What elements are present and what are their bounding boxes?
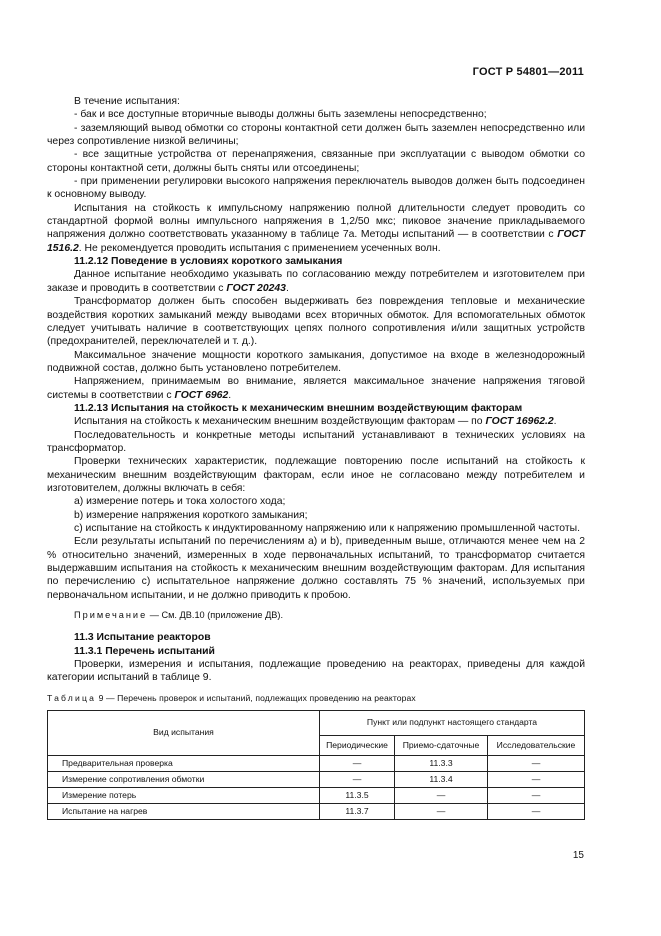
table-cell: Испытание на нагрев bbox=[48, 804, 320, 820]
list-item: b) измерение напряжения короткого замыкания; bbox=[74, 509, 308, 521]
table-caption: Таблица 9 — Перечень проверок и испытаний, подлежащих проведению на реакторах bbox=[47, 692, 416, 703]
table-cell: — bbox=[395, 788, 488, 804]
table-cell: — bbox=[320, 756, 395, 772]
table-cell: — bbox=[488, 756, 585, 772]
paragraph: Испытания на стойкость к механическим внешним воздействующим факторам — по ГОСТ 16962.2. bbox=[74, 416, 557, 428]
list-item: - бак и все доступные вторичные выводы должны быть заземлены непосредственно; bbox=[74, 109, 487, 121]
standard-reference: ГОСТ 20243 bbox=[226, 282, 286, 294]
table-row bbox=[48, 788, 585, 804]
paragraph: В течение испытания: bbox=[74, 96, 180, 107]
table-cell: Измерение сопротивления обмотки bbox=[48, 772, 320, 788]
list-item: - при применении регулировки высокого напряжения переключатель выводов должен быть подсоединен к основному выводу. bbox=[47, 176, 585, 201]
table-cell: Измерение потерь bbox=[48, 788, 320, 804]
section-heading: 11.2.13 Испытания на стойкость к механическим внешним воздействующим факторам bbox=[74, 402, 523, 414]
paragraph: Испытания на стойкость к импульсному напряжению полной длительности следует проводить со стандартной формой волны импульсного напряжения в 1,2/50 мкс; пиковое значение прикладываемого напряжения должно соответствовать указанному в таблице 7а. Методы испытаний — в соответствии с ГОСТ 1516.2. Не рекомендуется проводить испытания с применением усеченных волн. bbox=[47, 202, 585, 254]
table-cell: — bbox=[395, 804, 488, 820]
table-row bbox=[48, 772, 585, 788]
table-cell: 11.3.5 bbox=[320, 788, 395, 804]
table-caption-label: Таблица bbox=[47, 692, 97, 703]
paragraph: Последовательность и конкретные методы испытаний устанавливают в технических условиях на трансформатор. bbox=[47, 429, 585, 454]
note: Примечание — См. ДВ.10 (приложение ДВ). bbox=[74, 610, 284, 621]
table-row bbox=[48, 804, 585, 820]
tests-table bbox=[47, 710, 585, 820]
column-header: Периодические bbox=[320, 735, 395, 755]
table-cell: 11.3.3 bbox=[395, 756, 488, 772]
list-item: - заземляющий вывод обмотки со стороны контактной сети должен быть заземлен непосредственно или через сопротивление низкой величины; bbox=[47, 122, 585, 148]
standard-reference: ГОСТ 6962 bbox=[174, 389, 229, 401]
list-item: - все защитные устройства от перенапряжения, связанные при эксплуатации с выводом обмотки со стороны контактной сети, должны быть сняты или отсоединены; bbox=[47, 149, 585, 174]
section-heading: 11.2.12 Поведение в условиях короткого замыкания bbox=[74, 256, 343, 268]
paragraph: Напряжением, принимаемым во внимание, является максимальное значение напряжения тяговой системы в соответствии с ГОСТ 6962. bbox=[47, 376, 585, 401]
paragraph: Данное испытание необходимо указывать по согласованию между потребителем и изготовителем при заказе и проводить в соответствии с ГОСТ 20243. bbox=[47, 269, 585, 294]
document-header: ГОСТ Р 54801—2011 bbox=[472, 66, 584, 78]
section-heading: 11.3.1 Перечень испытаний bbox=[74, 645, 215, 657]
list-item: a) измерение потерь и тока холостого хода; bbox=[74, 496, 286, 508]
table-cell: 11.3.7 bbox=[320, 804, 395, 820]
table-cell: — bbox=[488, 804, 585, 820]
section-heading: 11.3 Испытание реакторов bbox=[74, 632, 211, 644]
paragraph: Проверки технических характеристик, подлежащие повторению после испытаний на стойкость к механическим внешним воздействующим факторам, если иное не согласовано между потребителем и изготовителем, должны включать в себя: bbox=[47, 456, 585, 494]
paragraph: Трансформатор должен быть способен выдерживать без повреждения тепловые и механические воздействия коротких замыканий между выводами всех вторичных обмоток. Для вспомогательных обмоток следует учитывать наличие в соответствующих цепях полного сопротивления и/или защитных устройств (предохранителей, переключателей и т. д.). bbox=[47, 296, 585, 348]
table-cell: — bbox=[488, 772, 585, 788]
table-cell: Предварительная проверка bbox=[48, 756, 320, 772]
table-cell: — bbox=[488, 788, 585, 804]
table-cell: 11.3.4 bbox=[395, 772, 488, 788]
paragraph: Если результаты испытаний по перечислениям a) и b), приведенным выше, отличаются менее чем на 2 % относительно значений, измеренных в ходе первоначальных испытаний, то трансформатор считается выдержавшим испытания на стойкость к механическим внешним воздействующим факторам. Для испытания по перечислению c) испытательное напряжение должно составлять 75 % значений, используемых при первоначальном испытании, и не должно приводить к пробою. bbox=[47, 536, 585, 601]
document-body bbox=[47, 95, 585, 820]
list-item: c) испытание на стойкость к индуктированному напряжению или к напряжению промышленной частоты. bbox=[74, 523, 580, 534]
standard-reference: ГОСТ 16962.2 bbox=[485, 416, 554, 428]
page-number: 15 bbox=[572, 850, 584, 861]
column-header-test-type: Вид испытания bbox=[48, 711, 320, 756]
paragraph: Максимальное значение мощности короткого замыкания, допустимое на входе в железнодорожный подвижной состав, должно быть установлено потребителем. bbox=[47, 349, 585, 374]
column-header: Приемо-сдаточные bbox=[395, 735, 488, 755]
table-cell: — bbox=[320, 772, 395, 788]
note-label: Примечание bbox=[74, 610, 148, 621]
column-header-group: Пункт или подпункт настоящего стандарта bbox=[320, 711, 585, 736]
table-row bbox=[48, 756, 585, 772]
column-header: Исследовательские bbox=[488, 735, 585, 755]
standard-reference: ГОСТ 1516.2 bbox=[47, 229, 585, 254]
paragraph: Проверки, измерения и испытания, подлежащие проведению на реакторах, приведены для каждой категории испытаний в таблице 9. bbox=[47, 659, 585, 684]
